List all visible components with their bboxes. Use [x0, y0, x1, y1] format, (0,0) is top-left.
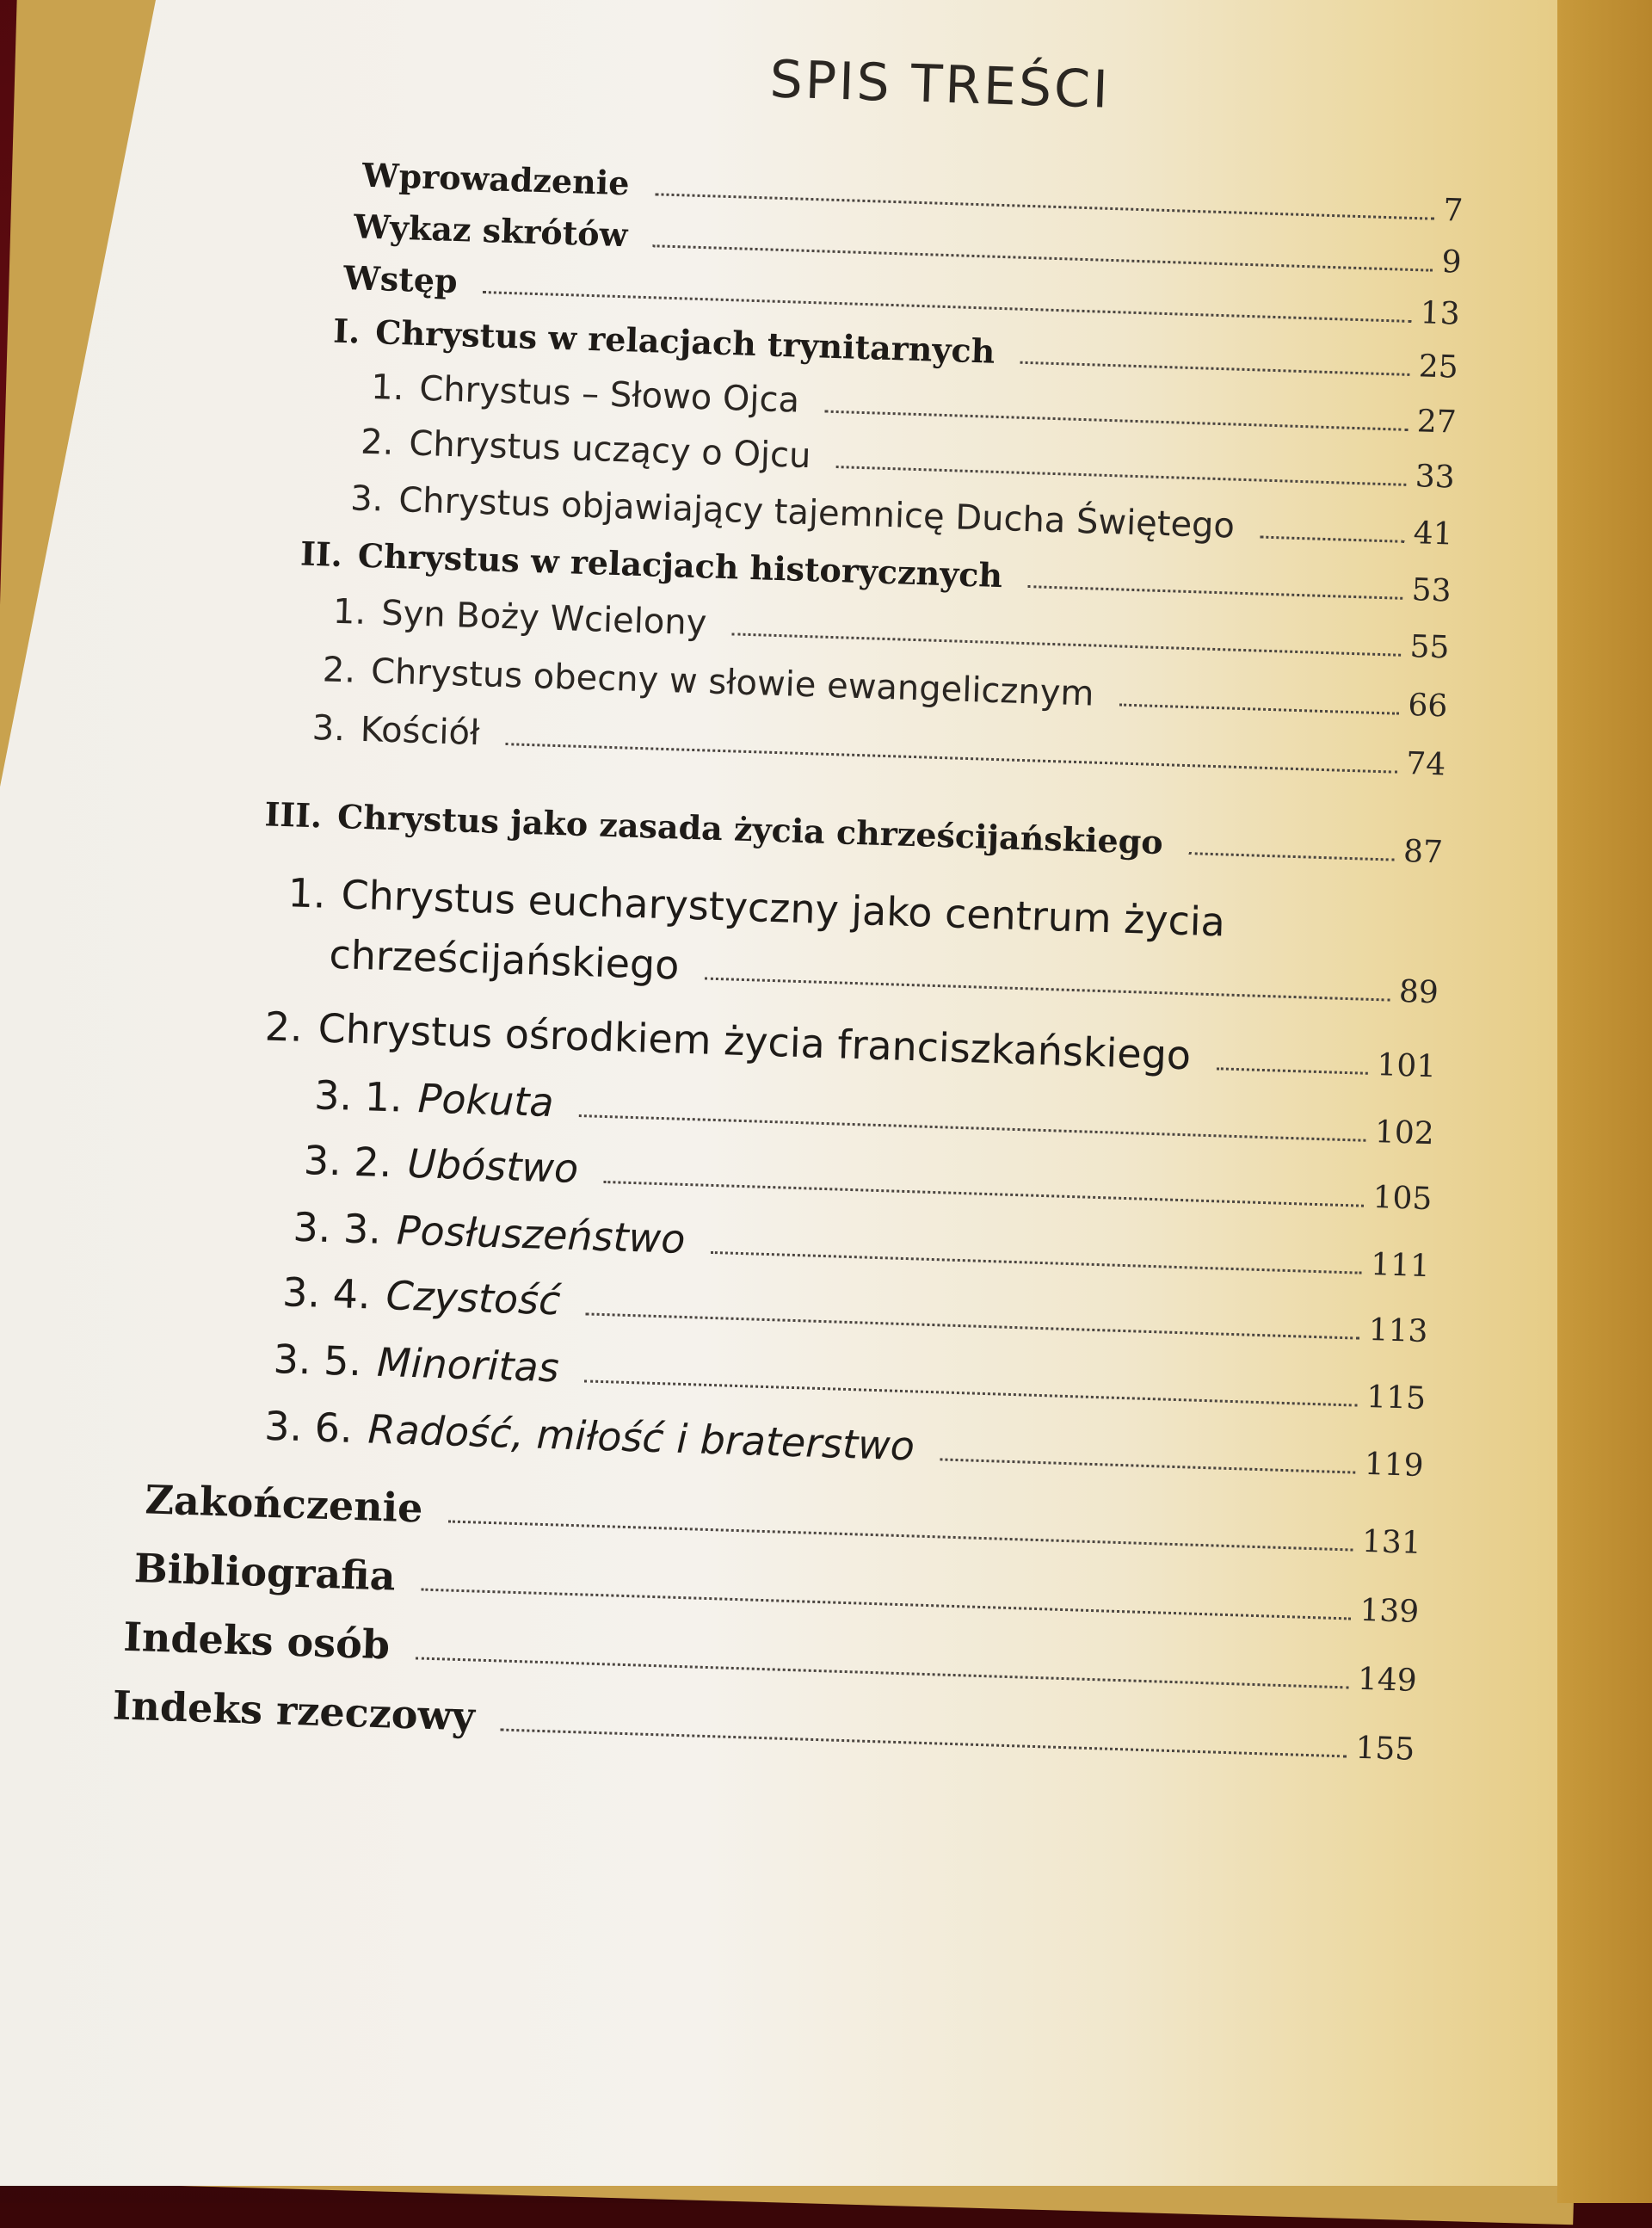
toc-entry-3-2-6	[263, 1403, 1424, 1485]
toc-entry-label: Chrystus obecny w słowie ewangelicznym	[370, 651, 1095, 714]
toc-entry-3-2-5	[273, 1336, 1427, 1418]
toc-entry-number: I.	[332, 311, 361, 351]
dot-leader	[940, 1458, 1355, 1473]
toc-entry-number: 3. 2.	[303, 1137, 393, 1187]
toc-entry-number: 2.	[264, 1003, 304, 1051]
toc-entry-page: 53	[1411, 572, 1452, 609]
toc-entry-page: 155	[1354, 1730, 1415, 1768]
dot-leader	[1217, 1067, 1369, 1075]
toc-entry-page: 13	[1420, 295, 1461, 332]
toc-entry-label: Zakończenie	[144, 1476, 424, 1532]
toc-entry-3-2-4	[281, 1268, 1428, 1351]
dot-leader	[655, 193, 1434, 219]
dot-leader	[705, 978, 1390, 1002]
toc-entry-number: 3. 5.	[272, 1336, 362, 1386]
toc-entry-bibliografia	[133, 1545, 1420, 1632]
toc-entry-page: 9	[1440, 244, 1463, 281]
dot-leader	[1260, 536, 1404, 543]
dot-leader	[836, 466, 1407, 486]
toc-entry-indeks-osob	[123, 1614, 1418, 1700]
toc-entry-page: 102	[1374, 1114, 1435, 1152]
dot-leader	[653, 244, 1433, 271]
dot-leader	[448, 1520, 1353, 1551]
toc-entry-label: Chrystus objawiający tajemnicę Ducha Świętego	[398, 480, 1236, 546]
toc-entry-label: Chrystus uczący o Ojcu	[408, 423, 812, 477]
toc-entry-label: Bibliografia	[133, 1545, 397, 1600]
toc-entry-page: 115	[1365, 1379, 1427, 1417]
toc-entry-label: Syn Boży Wcielony	[380, 593, 708, 644]
dot-leader	[732, 633, 1401, 656]
toc-entry-page: 27	[1416, 404, 1458, 441]
toc-entry-label: Posłuszeństwo	[396, 1207, 687, 1262]
toc-entry-label: Chrystus w relacjach historycznych	[357, 535, 1003, 596]
toc-entry-label-cont: chrześcijańskiego	[328, 930, 681, 989]
toc-entry-3-1-line2	[329, 931, 1439, 1012]
toc-entry-label: Wprowadzenie	[361, 155, 631, 203]
dot-leader	[711, 1251, 1362, 1274]
toc-entry-label: Indeks osób	[122, 1613, 391, 1669]
dot-leader	[825, 410, 1409, 431]
toc-entry-label: Chrystus jako zasada życia chrześcijańskiego	[336, 797, 1164, 862]
toc-entry-number: II.	[299, 534, 343, 575]
dot-leader	[586, 1312, 1360, 1339]
toc-entry-page: 33	[1415, 459, 1456, 496]
dot-leader	[415, 1657, 1348, 1688]
toc-entry-number: 3.	[349, 478, 385, 520]
dot-leader	[584, 1379, 1358, 1406]
toc-entry-page: 101	[1376, 1047, 1437, 1085]
toc-entry-page: 131	[1361, 1523, 1422, 1562]
toc-entry-page: 119	[1364, 1446, 1425, 1484]
toc-entry-page: 74	[1405, 746, 1446, 783]
toc-entry-number: 3. 1.	[313, 1071, 404, 1121]
toc-entry-page: 149	[1357, 1661, 1418, 1699]
toc-entry-page: 87	[1402, 833, 1444, 871]
dot-leader	[1119, 704, 1399, 715]
toc-entry-page: 55	[1409, 629, 1451, 666]
toc-entry-page: 7	[1442, 193, 1464, 229]
toc-entry-number: 3.	[311, 708, 346, 750]
toc-entry-number: 3. 3.	[292, 1203, 382, 1253]
toc-entry-label: Czystość	[385, 1272, 562, 1324]
toc-entry-page: 139	[1359, 1592, 1420, 1630]
toc-entry-zakonczenie	[145, 1476, 1422, 1563]
toc-entry-page: 111	[1370, 1247, 1431, 1285]
toc-entry-label: Ubóstwo	[406, 1139, 579, 1193]
toc-entry-number: 3. 6.	[263, 1402, 354, 1452]
toc-entry-page: 105	[1372, 1180, 1433, 1218]
toc-entry-number: 1.	[287, 869, 327, 917]
toc-entry-label: Minoritas	[376, 1338, 560, 1392]
dot-leader	[579, 1114, 1366, 1142]
toc-entry-number: 3. 4.	[281, 1268, 372, 1318]
dot-leader	[604, 1181, 1365, 1207]
toc-entry-page: 41	[1413, 515, 1454, 552]
toc-entry-label: Kościół	[360, 709, 481, 754]
toc-entry-number: III.	[263, 794, 323, 836]
toc-entry-page: 25	[1418, 349, 1459, 386]
dot-leader	[483, 291, 1411, 323]
toc-entry-label: Radość, miłość i braterstwo	[367, 1405, 915, 1470]
dot-leader	[421, 1589, 1351, 1620]
page-title: SPIS TREŚCI	[768, 49, 1112, 120]
toc-entry-label: Chrystus – Słowo Ojca	[418, 368, 800, 421]
dot-leader	[1028, 585, 1403, 600]
toc-entry-page: 89	[1398, 973, 1439, 1011]
toc-entry-page: 113	[1368, 1311, 1429, 1350]
toc-entry-page: 66	[1407, 688, 1448, 725]
toc-entry-label: Pokuta	[416, 1075, 555, 1126]
toc-entry-3-2-1	[314, 1071, 1435, 1153]
dot-leader	[1020, 361, 1410, 376]
toc-entry-number: 2.	[322, 650, 356, 691]
toc-entry-label: Chrystus ośrodkiem życia franciszkańskiego	[317, 1004, 1192, 1079]
toc-entry-number: 1.	[370, 367, 405, 409]
toc-entry-3-2-2	[303, 1137, 1433, 1219]
dot-leader	[1188, 852, 1395, 861]
toc-entry-number: 1.	[332, 591, 367, 633]
dot-leader	[500, 1729, 1347, 1758]
toc-entry-label: Chrystus eucharystyczny jako centrum życia	[340, 871, 1226, 946]
dot-leader	[505, 743, 1397, 774]
toc-entry-part-3	[264, 794, 1444, 870]
toc-entry-label: Wstęp	[342, 257, 459, 301]
toc-entry-3-2-3	[293, 1204, 1431, 1286]
toc-entry-label: Wykaz skrótów	[353, 207, 629, 255]
toc-entry-3-2	[264, 1003, 1437, 1087]
toc-entry-number: 2.	[360, 422, 395, 463]
toc-entry-label: Indeks rzeczowy	[112, 1682, 476, 1740]
toc-entry-label: Chrystus w relacjach trynitarnych	[374, 312, 996, 371]
toc-entry-indeks-rzeczowy	[112, 1682, 1415, 1769]
